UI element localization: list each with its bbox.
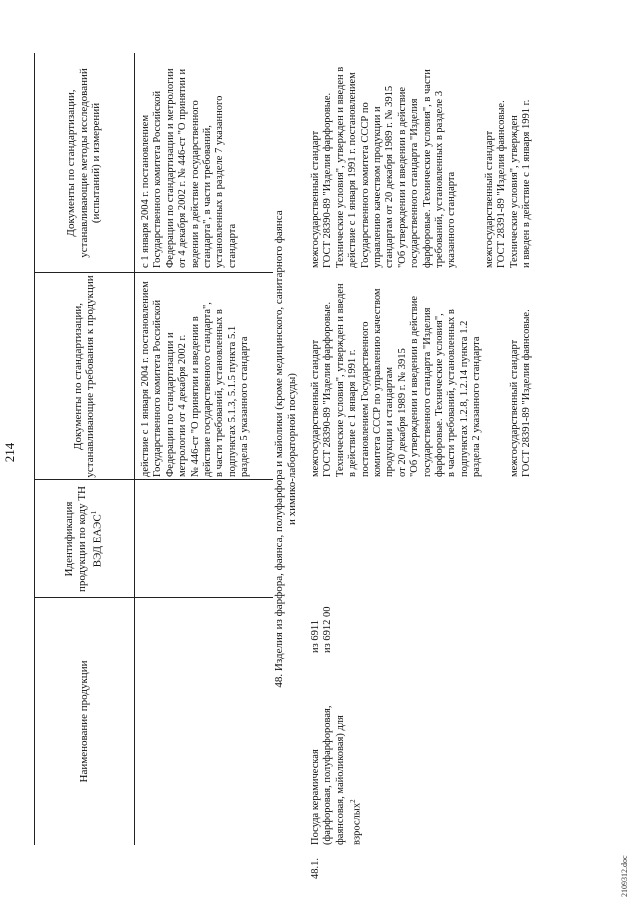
header-col-tn-ved-code xyxy=(34,480,134,598)
item-tn-ved-codes: из 6911 из 6912 00 xyxy=(310,606,334,653)
item-product-name-text: Посуда керамическая (фарфоровая, полуфарфоровая, фаянсовая, майоликовая) для взрослых xyxy=(310,705,363,845)
continued-requirements-text: действие с 1 января 2004 г. постановлением Государственного комитета Российской Федерации по стандартизации и метрологии от 4 декабря 2002 г. № 446-ст "О принятии и введении в действие государственного стандарта", в части требований, установленных в подпунктах 5.1.3, 5.1.5 пункта 5.1 раздела 5 указанного стандарта xyxy=(140,281,251,477)
continued-methods-text: с 1 января 2004 г. постановлением Государственного комитета Российской Федерации по стандартизации и метрологии от 4 декабря 2002 г. № 446-ст "О принятии и ведении в действие государственного стандарта", в части требований, установленных в разделе 7 указанного стандарта xyxy=(140,68,238,268)
column-divider xyxy=(34,597,273,598)
column-divider xyxy=(34,272,273,273)
footer-doc-code: 2109312.doc xyxy=(620,855,629,897)
header-col-product-name: Наименование продукции xyxy=(77,660,90,783)
page-number: 214 xyxy=(2,442,17,463)
footnote-marker-2: 2 xyxy=(349,799,358,803)
item-requirements-text: межгосударственный стандарт ГОСТ 28390-89 "Изделия фарфоровые. Технические условия", утвержден и введен в действие с 1 января 1991 г. постановлением Государственного комитета СССР по управлению качеством продукции и стандартам от 20 декабря 1989 г. № 3915 "Об утверждении и введении в действие государственного стандарта "Изделия фарфоровые. Технические условия", в части требований, установленных в подпунктах 1.2.8, 1.2.14 пункта 1.2 раздела 2 указанного стандарта межгосударственный стандарт ГОСТ 28391-89 "Изделия фаянсовые. xyxy=(310,283,532,477)
header-col-method-standards: Документы по стандартизации, устанавливающие методы исследований (испытаний) и измерений xyxy=(65,68,103,258)
header-col-requirement-standards: Документы по стандартизации, устанавливающие требования к продукции xyxy=(71,275,96,478)
item-number: 48.1. xyxy=(310,858,321,879)
item-product-name xyxy=(310,706,364,845)
header-col-tn-ved-text: Идентификация продукции по коду ТН ВЭД ЕАЭС xyxy=(63,485,105,593)
table-header xyxy=(34,53,135,845)
section-title-48: 48. Изделия из фарфора, фаянса, полуфарфора и майолики (кроме медицинского, санитарного фаянса и химико-лабораторной посуды) xyxy=(273,210,298,688)
item-methods-text: межгосударственный стандарт ГОСТ 28390-89 "Изделия фарфоровые. Технические условия", утвержден и введен в действие с 1 января 1991 г. постановлением Государственного комитета СССР по управлению качеством продукции и стандартам от 20 декабря 1989 г. № 3915 "Об утверждении и введении в действие государственного стандарта "Изделия фарфоровые. Технические условия", в части требований, установленных в разделе 3 указанного стандарта межгосударственный стандарт ГОСТ 28391-89 "Изделия фаянсовые. Технические условия", утвержден и введен в действие с 1 января 1991 г. xyxy=(310,66,532,268)
footnote-marker-1: 1 xyxy=(90,510,99,515)
column-divider xyxy=(34,479,273,480)
